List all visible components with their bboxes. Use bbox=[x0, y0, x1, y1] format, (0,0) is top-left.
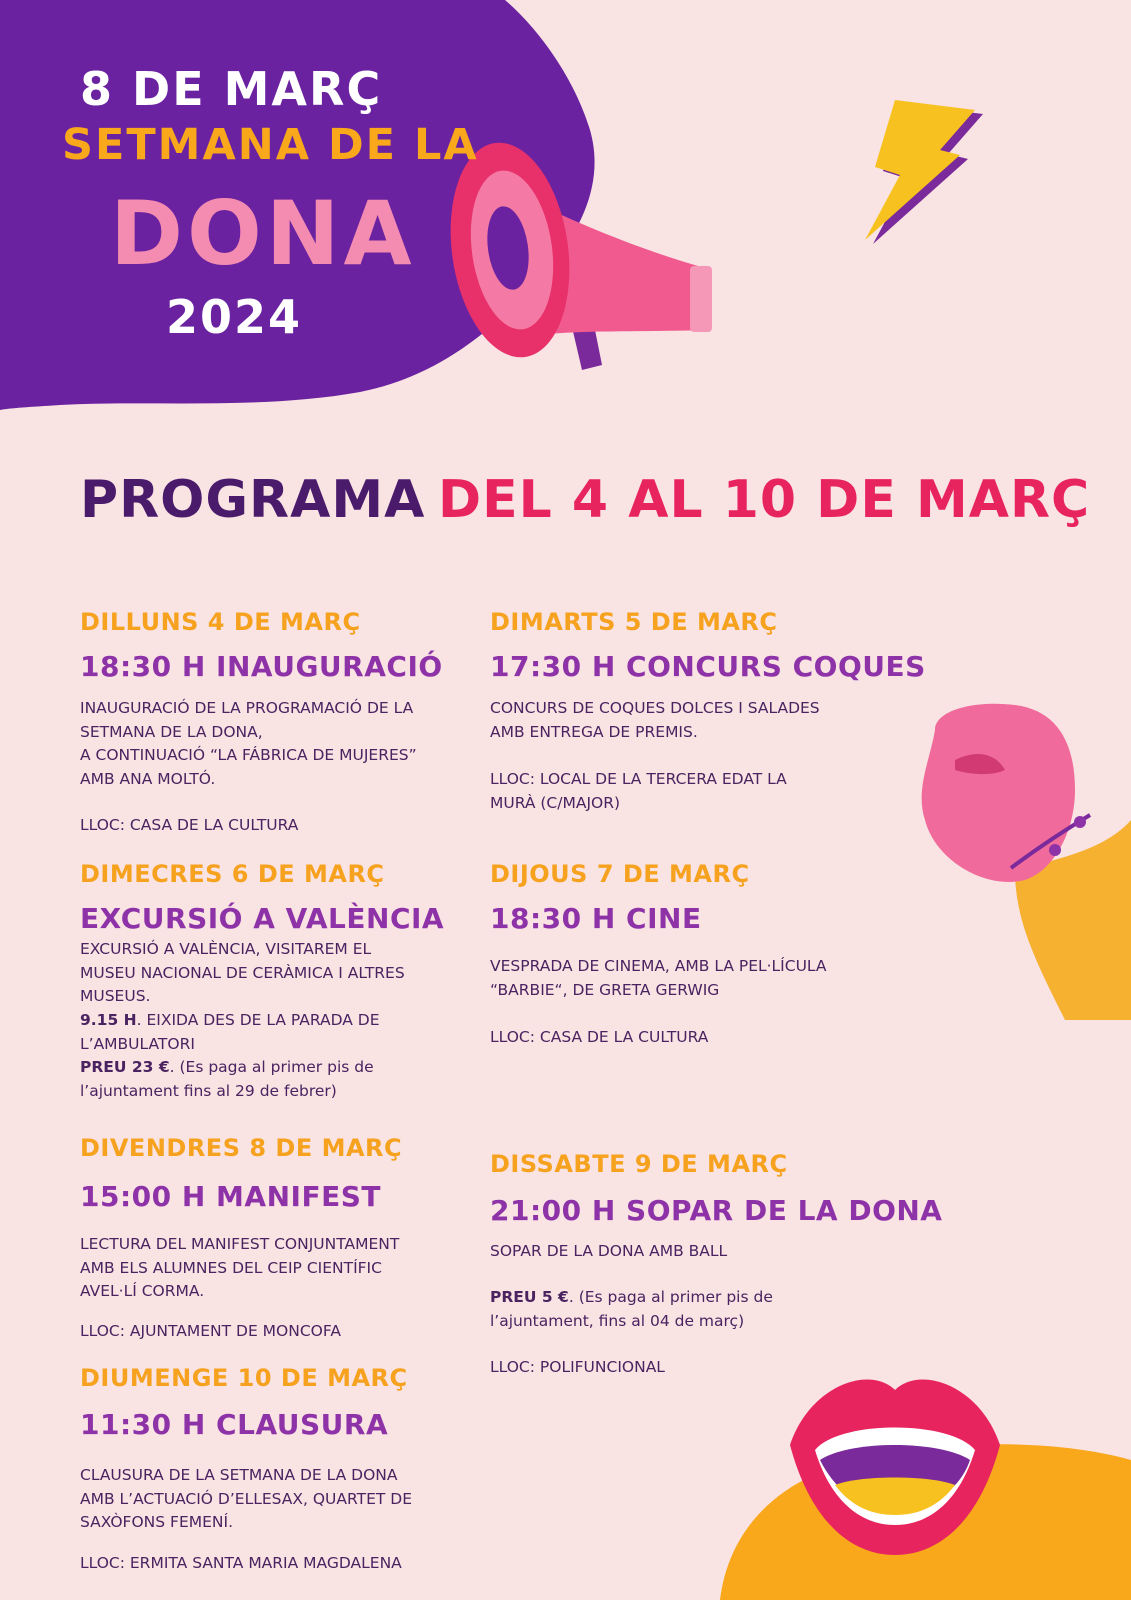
lightning-bolt-illustration bbox=[855, 95, 1005, 245]
event-departure bbox=[80, 1009, 450, 1056]
event-title: 18:30 H CINE bbox=[490, 902, 702, 935]
price-amount: PREU 23 € bbox=[80, 1058, 170, 1076]
open-mouth-lips-illustration bbox=[780, 1360, 1010, 1560]
header-year: 2024 bbox=[166, 290, 303, 344]
event-location: LLOC: CASA DE LA CULTURA bbox=[490, 1028, 709, 1046]
event-day: DIMARTS 5 DE MARÇ bbox=[490, 608, 778, 636]
event-day: DIUMENGE 10 DE MARÇ bbox=[80, 1364, 408, 1392]
event-location: LLOC: ERMITA SANTA MARIA MAGDALENA bbox=[80, 1554, 402, 1572]
event-location: LLOC: LOCAL DE LA TERCERA EDAT LA MURÀ (C/MAJOR) bbox=[490, 770, 787, 812]
event-price bbox=[490, 1286, 860, 1333]
event-description: SOPAR DE LA DONA AMB BALL bbox=[490, 1242, 728, 1260]
event-title: 18:30 H INAUGURACIÓ bbox=[80, 650, 443, 683]
event-title: 15:00 H MANIFEST bbox=[80, 1180, 381, 1213]
event-description: EXCURSIÓ A VALÈNCIA, VISITAREM EL MUSEU NACIONAL DE CERÀMICA I ALTRES MUSEUS. bbox=[80, 940, 405, 1005]
event-description: VESPRADA DE CINEMA, AMB LA PEL·LÍCULA “BARBIE“, DE GRETA GERWIG bbox=[490, 957, 827, 999]
event-title: EXCURSIÓ A VALÈNCIA bbox=[80, 902, 445, 935]
event-price bbox=[80, 1056, 450, 1103]
price-note: . (Es paga al primer pis de l’ajuntament, fins al 04 de març) bbox=[490, 1288, 773, 1330]
header-date: 8 DE MARÇ bbox=[80, 62, 383, 116]
event-location: LLOC: CASA DE LA CULTURA bbox=[80, 816, 299, 834]
event-location: LLOC: POLIFUNCIONAL bbox=[490, 1358, 665, 1376]
header-subtitle: SETMANA DE LA bbox=[62, 120, 479, 170]
price-amount: PREU 5 € bbox=[490, 1288, 569, 1306]
departure-text: . EIXIDA DES DE LA PARADA DE L’AMBULATORI bbox=[80, 1011, 380, 1053]
megaphone-illustration bbox=[450, 140, 730, 380]
event-day: DISSABTE 9 DE MARÇ bbox=[490, 1150, 788, 1178]
event-day: DIJOUS 7 DE MARÇ bbox=[490, 860, 750, 888]
event-day: DIVENDRES 8 DE MARÇ bbox=[80, 1134, 403, 1162]
event-description: INAUGURACIÓ DE LA PROGRAMACIÓ DE LA SETMANA DE LA DONA, A CONTINUACIÓ “LA FÁBRICA DE MUJERES” AMB ANA MOLTÓ. bbox=[80, 699, 417, 788]
raised-fist-illustration bbox=[915, 700, 1131, 1020]
event-day: DILLUNS 4 DE MARÇ bbox=[80, 608, 361, 636]
header-main-title: DONA bbox=[110, 182, 416, 285]
event-day: DIMECRES 6 DE MARÇ bbox=[80, 860, 385, 888]
event-description: CLAUSURA DE LA SETMANA DE LA DONA AMB L’ACTUACIÓ D’ELLESAX, QUARTET DE SAXÒFONS FEMENÍ. bbox=[80, 1466, 413, 1531]
price-note: . (Es paga al primer pis de l’ajuntament fins al 29 de febrer) bbox=[80, 1058, 374, 1100]
event-title: 11:30 H CLAUSURA bbox=[80, 1408, 389, 1441]
programa-label: PROGRAMA bbox=[80, 470, 426, 530]
event-description: CONCURS DE COQUES DOLCES I SALADES AMB ENTREGA DE PREMIS. bbox=[490, 699, 820, 741]
event-title: 21:00 H SOPAR DE LA DONA bbox=[490, 1194, 943, 1227]
departure-time: 9.15 H bbox=[80, 1011, 137, 1029]
event-description: LECTURA DEL MANIFEST CONJUNTAMENT AMB ELS ALUMNES DEL CEIP CIENTÍFIC AVEL·LÍ CORMA. bbox=[80, 1235, 400, 1300]
event-location: LLOC: AJUNTAMENT DE MONCOFA bbox=[80, 1322, 341, 1340]
event-title: 17:30 H CONCURS COQUES bbox=[490, 650, 926, 683]
programa-dates: DEL 4 AL 10 DE MARÇ bbox=[438, 470, 1091, 530]
